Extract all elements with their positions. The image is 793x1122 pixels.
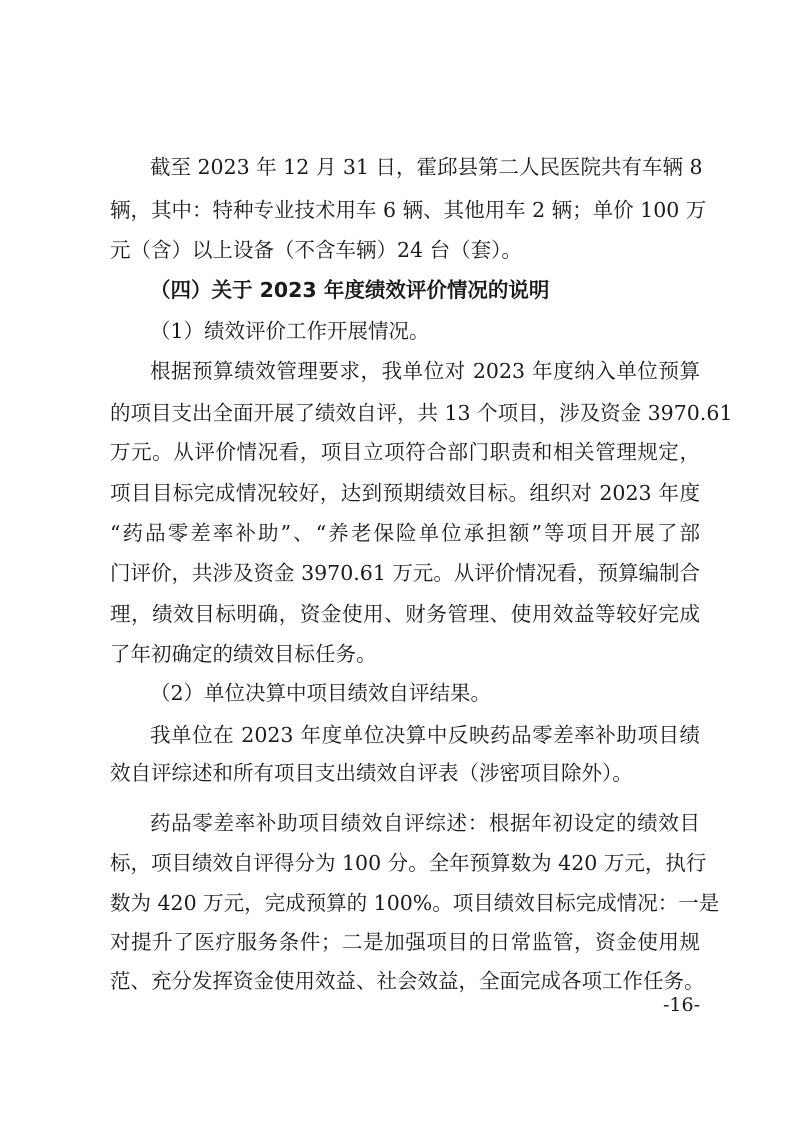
paragraph-summary-line-5: 范、充分发挥资金使用效益、社会效益，全面完成各项工作任务。	[110, 969, 705, 993]
section-heading: （四）关于 2023 年度绩效评价情况的说明	[150, 278, 550, 302]
paragraph-results-line-1: 我单位在 2023 年度单位决算中反映药品零差率补助项目绩	[150, 723, 700, 747]
paragraph-summary-line-4: 对提升了医疗服务条件；二是加强项目的日常监管，资金使用规	[110, 930, 700, 954]
paragraph-evaluation-line-7: 理，绩效目标明确，资金使用、财务管理、使用效益等较好完成	[110, 602, 700, 626]
paragraph-summary-line-1: 药品零差率补助项目绩效自评综述：根据年初设定的绩效目	[150, 811, 700, 835]
subheading-results: （2）单位决算中项目绩效自评结果。	[150, 681, 492, 705]
paragraph-evaluation-line-1: 根据预算绩效管理要求，我单位对 2023 年度纳入单位预算	[150, 359, 700, 383]
paragraph-evaluation-line-6: 门评价，共涉及资金 3970.61 万元。从评价情况看，预算编制合	[110, 561, 700, 585]
paragraph-evaluation-line-2: 的项目支出全面开展了绩效自评，共 13 个项目，涉及资金 3970.61	[110, 401, 733, 425]
paragraph-vehicles-line-2: 辆，其中：特种专业技术用车 6 辆、其他用车 2 辆；单价 100 万	[110, 198, 707, 222]
subheading-evaluation: （1）绩效评价工作开展情况。	[150, 319, 430, 343]
paragraph-evaluation-line-8: 了年初确定的绩效目标任务。	[110, 642, 377, 666]
paragraph-evaluation-line-4: 项目目标完成情况较好，达到预期绩效目标。组织对 2023 年度	[110, 481, 700, 505]
paragraph-results-line-2: 效自评综述和所有项目支出绩效自评表（涉密项目除外）。	[110, 761, 633, 785]
paragraph-evaluation-line-5: “药品零差率补助”、“养老保险单位承担额”等项目开展了部	[110, 521, 700, 545]
page-number: -16-	[662, 994, 700, 1016]
paragraph-vehicles-line-1: 截至 2023 年 12 月 31 日，霍邱县第二人民医院共有车辆 8	[150, 155, 703, 179]
paragraph-evaluation-line-3: 万元。从评价情况看，项目立项符合部门职责和相关管理规定，	[110, 440, 700, 464]
paragraph-vehicles-line-3: 元（含）以上设备（不含车辆）24 台（套）。	[110, 238, 522, 262]
paragraph-summary-line-3: 数为 420 万元，完成预算的 100%。项目绩效目标完成情况：一是	[110, 891, 720, 915]
paragraph-summary-line-2: 标，项目绩效自评得分为 100 分。全年预算数为 420 万元，执行	[110, 851, 707, 875]
